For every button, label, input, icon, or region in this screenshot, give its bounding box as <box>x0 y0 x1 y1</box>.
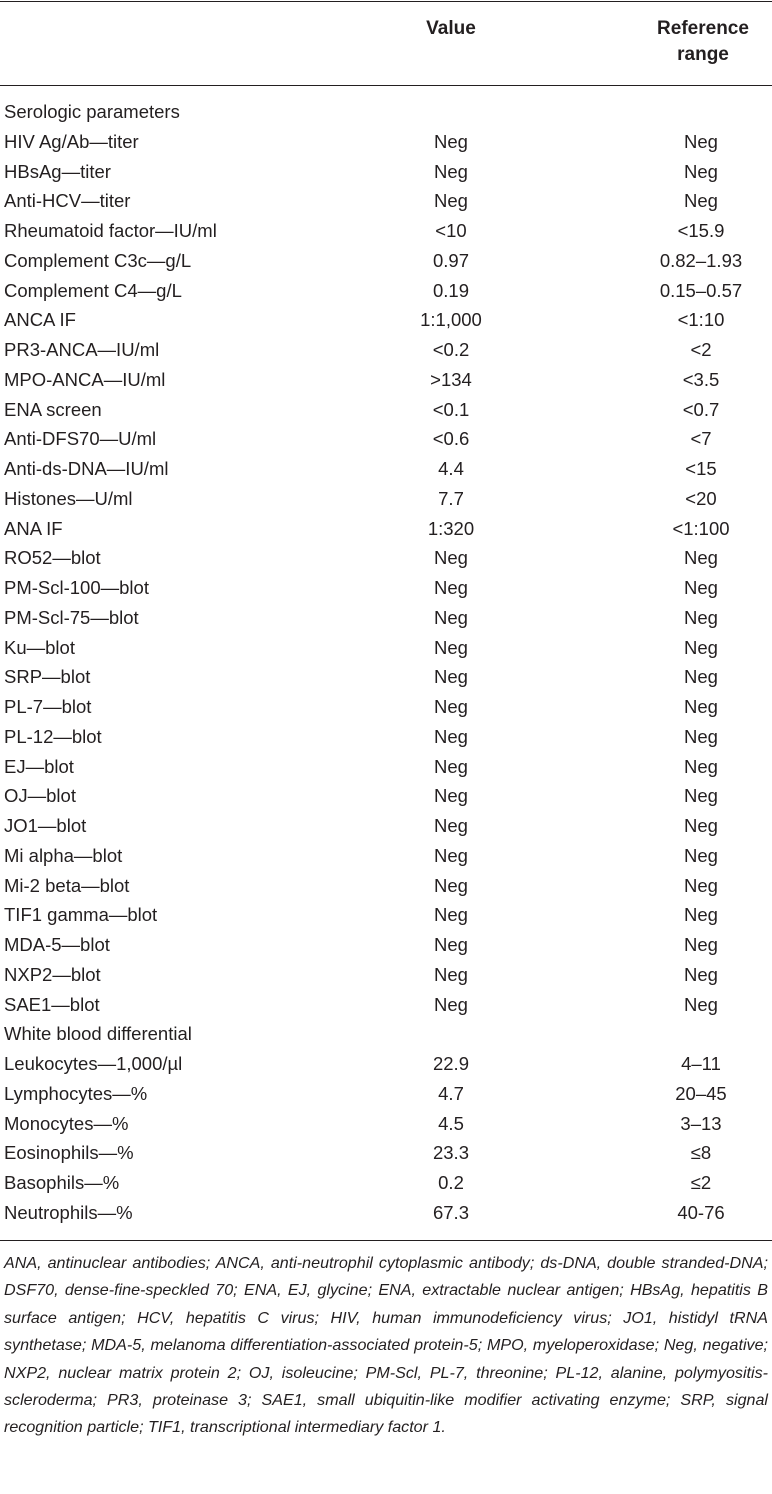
row-reference-range: Neg <box>684 547 718 569</box>
row-label: ANCA IF <box>4 309 76 331</box>
row-value: 4.5 <box>438 1112 464 1134</box>
table-row <box>0 1138 772 1168</box>
table-footnote: ANA, antinuclear antibodies; ANCA, anti-neutrophil cytoplasmic antibody; ds-DNA, double stranded-DNA; DSF70, dense-fine-speckled 70; ENA, EJ, glycine; ENA, extractable nuclear antigen; HBsAg, hepatitis B surface antigen; HCV, hepatitis C virus; HIV, human immunodeficiency virus; JO1, histidyl tRNA synthetase; MDA-5, melanoma differentiation-associated protein-5; MPO, myeloperoxidase; Neg, negative; NXP2, nuclear matrix protein 2; OJ, isoleucine; PM-Scl, PL-7, threonine; PL-12, alanine, polymyositis-scleroderma; PR3, proteinase 3; SAE1, small ubiquitin-like modifier activating enzyme; SRP, signal recognition particle; TIF1, transcriptional intermediary factor 1. <box>4 1254 768 1437</box>
table-row <box>0 127 772 157</box>
row-label: Complement C4—g/L <box>4 279 182 301</box>
row-value: Neg <box>434 577 468 598</box>
row-label: Complement C3c—g/L <box>4 249 192 271</box>
row-reference-range: Neg <box>684 636 718 658</box>
table-row <box>0 216 772 246</box>
row-reference-range: <15.9 <box>677 220 725 241</box>
table-row <box>0 722 772 752</box>
row-value: 23.3 <box>432 1142 469 1164</box>
row-reference-range: ≤8 <box>690 1142 712 1164</box>
table-row <box>0 990 772 1020</box>
table-row <box>0 424 772 454</box>
table-row <box>0 1198 772 1228</box>
row-label: Anti-DFS70—U/ml <box>4 428 157 450</box>
row-label: Neutrophils—% <box>4 1201 133 1223</box>
row-label: MPO-ANCA—IU/ml <box>4 368 166 390</box>
row-reference-range: Neg <box>684 934 718 955</box>
table-row <box>0 157 772 187</box>
row-label: Leukocytes—1,000/µl <box>4 1053 183 1074</box>
row-value: Neg <box>434 696 468 717</box>
row-label: PM-Scl-75—blot <box>4 606 139 628</box>
row-label: Serologic parameters <box>4 101 180 122</box>
row-value: <0.2 <box>432 339 470 360</box>
table-row <box>0 97 772 127</box>
row-value: Neg <box>434 874 468 896</box>
table-row <box>0 1079 772 1109</box>
row-label: EJ—blot <box>4 755 74 777</box>
row-reference-range: Neg <box>684 844 718 866</box>
row-value: <0.6 <box>432 428 470 450</box>
row-label: JO1—blot <box>4 815 87 836</box>
row-reference-range: <7 <box>690 428 712 450</box>
row-reference-range: Neg <box>684 904 718 926</box>
header-bottom-rule <box>0 85 772 86</box>
row-label: Mi alpha—blot <box>4 844 123 866</box>
row-value: 0.97 <box>432 249 469 271</box>
row-value: 1:320 <box>427 517 475 539</box>
row-label: Lymphocytes—% <box>4 1082 148 1104</box>
row-value: <0.1 <box>432 398 470 420</box>
row-reference-range: 0.15–0.57 <box>659 279 743 301</box>
row-value: 67.3 <box>432 1201 469 1223</box>
table-row <box>0 305 772 335</box>
table-row <box>0 543 772 573</box>
table-row <box>0 1049 772 1079</box>
row-value: Neg <box>434 547 468 569</box>
table-row <box>0 841 772 871</box>
table-row <box>0 514 772 544</box>
row-value: Neg <box>434 606 468 628</box>
table-row <box>0 1019 772 1049</box>
row-reference-range: Neg <box>684 993 718 1015</box>
table-row <box>0 246 772 276</box>
row-reference-range: Neg <box>684 577 718 598</box>
row-label: TIF1 gamma—blot <box>4 904 158 926</box>
row-reference-range: <2 <box>690 339 712 360</box>
row-value: Neg <box>434 190 468 212</box>
table-row <box>0 573 772 603</box>
row-reference-range: 40-76 <box>677 1201 725 1223</box>
row-reference-range: Neg <box>684 815 718 836</box>
row-value: <10 <box>435 220 467 241</box>
row-reference-range: ≤2 <box>690 1172 712 1193</box>
row-value: 4.4 <box>438 458 464 479</box>
row-reference-range: 4–11 <box>681 1053 721 1074</box>
row-label: SAE1—blot <box>4 993 100 1015</box>
row-label: PL-12—blot <box>4 725 102 747</box>
table-row <box>0 395 772 425</box>
row-value: Neg <box>434 963 468 985</box>
table-row <box>0 484 772 514</box>
row-reference-range: Neg <box>684 606 718 628</box>
row-reference-range: <1:100 <box>672 517 730 539</box>
row-reference-range: 20–45 <box>675 1082 727 1104</box>
row-reference-range: Neg <box>684 963 718 985</box>
row-reference-range: Neg <box>684 785 718 807</box>
table-row <box>0 276 772 306</box>
table-row <box>0 752 772 782</box>
row-value: Neg <box>434 815 468 836</box>
row-label: OJ—blot <box>4 785 76 807</box>
row-label: MDA-5—blot <box>4 934 110 955</box>
table-row <box>0 365 772 395</box>
row-reference-range: Neg <box>684 755 718 777</box>
row-label: Anti-HCV—titer <box>4 190 131 212</box>
row-label: NXP2—blot <box>4 963 101 985</box>
row-label: Rheumatoid factor—IU/ml <box>4 220 217 241</box>
table-row <box>0 186 772 216</box>
row-label: HBsAg—titer <box>4 160 111 182</box>
row-label: PM-Scl-100—blot <box>4 577 149 598</box>
row-value: Neg <box>434 934 468 955</box>
row-value: Neg <box>434 755 468 777</box>
row-label: Anti-ds-DNA—IU/ml <box>4 458 169 479</box>
row-reference-range: Neg <box>684 874 718 896</box>
row-value: Neg <box>434 785 468 807</box>
table-row <box>0 633 772 663</box>
row-reference-range: 0.82–1.93 <box>659 249 743 271</box>
row-label: PR3-ANCA—IU/ml <box>4 339 160 360</box>
row-reference-range: <15 <box>685 458 717 479</box>
row-reference-range: <20 <box>685 487 717 509</box>
row-value: 4.7 <box>438 1082 464 1104</box>
table-body <box>0 97 772 1228</box>
row-reference-range: <1:10 <box>677 309 725 331</box>
table-row <box>0 662 772 692</box>
row-label: PL-7—blot <box>4 696 92 717</box>
column-header-value: Value <box>426 18 476 39</box>
table-row <box>0 781 772 811</box>
row-value: Neg <box>434 993 468 1015</box>
row-value: 0.19 <box>432 279 469 301</box>
row-value: 7.7 <box>438 487 464 509</box>
row-label: Ku—blot <box>4 636 75 658</box>
table-row <box>0 335 772 365</box>
table-row <box>0 1109 772 1139</box>
row-value: Neg <box>434 844 468 866</box>
row-label: HIV Ag/Ab—titer <box>4 130 139 152</box>
row-label: ANA IF <box>4 517 63 539</box>
row-value: Neg <box>434 636 468 658</box>
row-label: ENA screen <box>4 398 102 420</box>
table-row <box>0 871 772 901</box>
row-reference-range: 3–13 <box>680 1112 722 1134</box>
row-value: Neg <box>434 160 468 182</box>
row-reference-range: Neg <box>684 696 718 717</box>
row-label: Mi-2 beta—blot <box>4 874 130 896</box>
table-row <box>0 692 772 722</box>
table-row <box>0 1168 772 1198</box>
row-reference-range: <0.7 <box>682 398 720 420</box>
row-reference-range: Neg <box>684 130 718 152</box>
table-bottom-rule <box>0 1240 772 1241</box>
row-label: White blood differential <box>4 1023 192 1045</box>
row-value: 22.9 <box>432 1053 469 1074</box>
row-reference-range: Neg <box>684 725 718 747</box>
row-value: Neg <box>434 130 468 152</box>
row-value: Neg <box>434 725 468 747</box>
row-reference-range: Neg <box>684 160 718 182</box>
table-row <box>0 930 772 960</box>
column-header-reference-line2: range <box>677 44 729 65</box>
row-reference-range: Neg <box>684 666 718 688</box>
row-value: Neg <box>434 904 468 926</box>
row-label: RO52—blot <box>4 547 101 569</box>
row-value: 0.2 <box>438 1172 464 1193</box>
table-top-rule <box>0 1 772 2</box>
table-row <box>0 960 772 990</box>
column-header-reference-line1: Reference <box>657 18 749 39</box>
row-label: Basophils—% <box>4 1172 120 1193</box>
row-reference-range: Neg <box>684 190 718 212</box>
row-value: Neg <box>434 666 468 688</box>
column-header-reference-range <box>628 16 772 68</box>
row-label: SRP—blot <box>4 666 91 688</box>
table-row <box>0 603 772 633</box>
table-row <box>0 900 772 930</box>
row-label: Eosinophils—% <box>4 1142 134 1164</box>
table-row <box>0 811 772 841</box>
row-reference-range: <3.5 <box>682 368 720 390</box>
row-value: 1:1,000 <box>420 309 482 331</box>
row-label: Monocytes—% <box>4 1112 129 1134</box>
row-value: >134 <box>430 368 472 390</box>
row-label: Histones—U/ml <box>4 487 133 509</box>
table-row <box>0 454 772 484</box>
